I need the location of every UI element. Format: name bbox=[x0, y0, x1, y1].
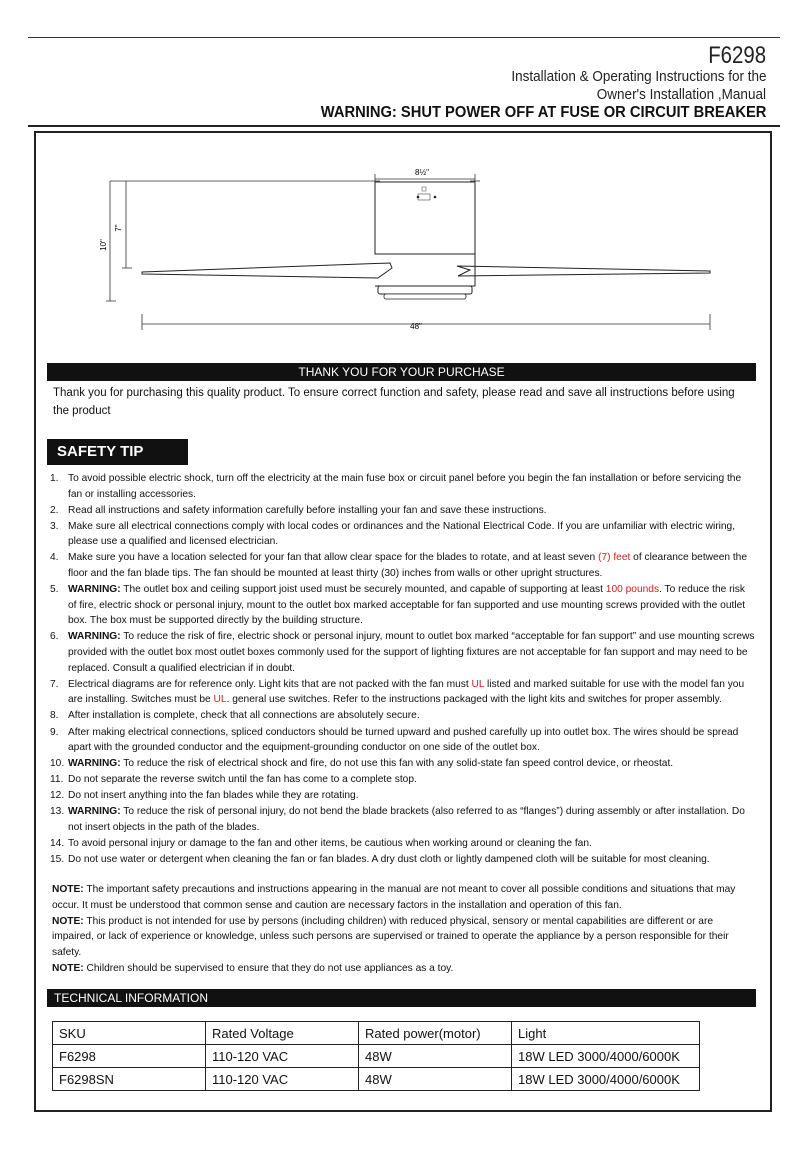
list-item: 7. Electrical diagrams are for reference only. Light kits that are not packed with the fan must UL listed and marked suitable for use with the model fan you are installing. Switches must be UL. general use switches. Refer to the instructions packaged with the light kits and switches for proper assembly. bbox=[50, 678, 745, 706]
dimension-height-inner-label: 7" bbox=[114, 224, 123, 232]
left-blade bbox=[142, 263, 392, 278]
subtitle-line-1: Installation & Operating Instructions for the bbox=[510, 68, 766, 85]
list-item: 11. Do not separate the reverse switch until the fan has come to a complete stop. bbox=[50, 774, 417, 786]
technical-table bbox=[52, 1021, 700, 1091]
right-blade bbox=[457, 266, 710, 276]
table-row: F6298 110-120 VAC 48W 18W LED 3000/4000/6000K bbox=[53, 1045, 700, 1068]
list-item: 15. Do not use water or detergent when cleaning the fan or fan blades. A dry dust cloth or lightly dampened cloth will be suitable for most cleaning. bbox=[50, 854, 710, 866]
list-item: 6. WARNING: To reduce the risk of fire, electric shock or personal injury, mount to outlet box marked “acceptable for fan support” and use mounting screws provided with the outlet box most outlet boxes commonly used for the support of lighting fixtures are not acceptable for fan support and may need to be replaced. Consult a qualified electrician if in doubt. bbox=[50, 631, 755, 674]
list-item: 8. After installation is complete, check that all connections are absolutely secure. bbox=[50, 710, 420, 722]
dimension-width-label: 8½" bbox=[415, 168, 429, 177]
list-item: 12. Do not insert anything into the fan blades while they are rotating. bbox=[50, 790, 359, 802]
technical-section-bar: TECHNICAL INFORMATION bbox=[47, 989, 756, 1007]
note-paragraph: NOTE: This product is not intended for use by persons (including children) with reduced physical, sensory or mental capabilities are different or are impaired, or lack of experience or knowledge, unless such persons are supervised or trained to operate the appliance by a person responsible for their safety. bbox=[52, 915, 729, 959]
led-light-kit bbox=[378, 286, 472, 294]
purchase-message: Thank you for purchasing this quality product. To ensure correct function and safety, please read and save all instructions before using the product bbox=[53, 387, 735, 417]
list-item: 9. After making electrical connections, spliced conductors should be turned upward and pushed carefully up into outlet box. The wires should be spread apart with the grounded conductor and the equipment-grounding conductor on one side of the outlet box. bbox=[50, 726, 739, 754]
header-light: Light bbox=[512, 1022, 700, 1045]
note-paragraph: NOTE: Children should be supervised to ensure that they do not use appliances as a toy. bbox=[52, 962, 454, 974]
list-item: 10. WARNING: To reduce the risk of electrical shock and fire, do not use this fan with any solid-state fan speed control device, or rheostat. bbox=[50, 758, 674, 770]
list-item: 4. Make sure you have a location selected for your fan that allow clear space for the blades to rotate, and at least seven (7) feet of clearance between the floor and the fan blade tips. The fan should be mounted at least thirty (30) inches from walls or other upright structures. bbox=[50, 552, 748, 580]
list-item: 14. To avoid personal injury or damage to the fan and other items, be cautious when working around or cleaning the fan. bbox=[50, 838, 592, 850]
list-item: 1. To avoid possible electric shock, turn off the electricity at the main fuse box or circuit panel before you begin the fan installation or before servicing the fan or installing accessories. bbox=[50, 473, 742, 500]
table-header-row bbox=[53, 1022, 700, 1045]
list-item: 13. WARNING: To reduce the risk of personal injury, do not bend the blade brackets (also referred to as “flanges”) during assembly or after installation. Do not insert objects in the path of the blades. bbox=[50, 806, 745, 834]
safety-tip-list bbox=[50, 471, 756, 868]
list-item: 3. Make sure all electrical connections comply with local codes or ordinances and the National Electrical Code. If you are unfamiliar with electric wiring, please use a qualified and licensed electrician. bbox=[50, 520, 736, 548]
fan-dimension-diagram bbox=[100, 150, 720, 340]
notes-block bbox=[52, 882, 754, 977]
model-number: F6298 bbox=[708, 42, 766, 69]
dimension-height-outer-label: 10" bbox=[99, 239, 108, 251]
header-voltage: Rated Voltage bbox=[206, 1022, 359, 1045]
list-item: 2. Read all instructions and safety information carefully before installing your fan and save these instructions. bbox=[50, 504, 547, 516]
table-row: F6298SN 110-120 VAC 48W 18W LED 3000/4000/6000K bbox=[53, 1068, 700, 1091]
motor-housing bbox=[375, 182, 475, 254]
list-item: 5. WARNING: The outlet box and ceiling support joist used must be securely mounted, and capable of supporting at least 100 pounds. To reduce the risk of fire, electric shock or personal injury, mount to the outlet box marked acceptable for fan supported and use mounting screws provided with the outlet box. The box must be supported directly by the building structure. bbox=[50, 584, 746, 627]
header-sku: SKU bbox=[53, 1022, 206, 1045]
dimension-span-label: 48" bbox=[410, 322, 422, 331]
power-off-warning: WARNING: SHUT POWER OFF AT FUSE OR CIRCUIT BREAKER bbox=[320, 104, 766, 121]
header-power: Rated power(motor) bbox=[359, 1022, 512, 1045]
purchase-section-bar: THANK YOU FOR YOUR PURCHASE bbox=[47, 363, 756, 381]
top-rule bbox=[28, 37, 780, 38]
note-paragraph: NOTE: The important safety precautions and instructions appearing in the manual are not meant to cover all possible conditions and situations that may occur. It must be understood that common sense and caution are necessary factors in the installation and operation of this fan. bbox=[52, 884, 736, 911]
safety-tip-heading: SAFETY TIP bbox=[47, 439, 188, 465]
subtitle-line-2: Owner's Installation ,Manual bbox=[596, 86, 766, 103]
header-rule bbox=[28, 125, 780, 127]
